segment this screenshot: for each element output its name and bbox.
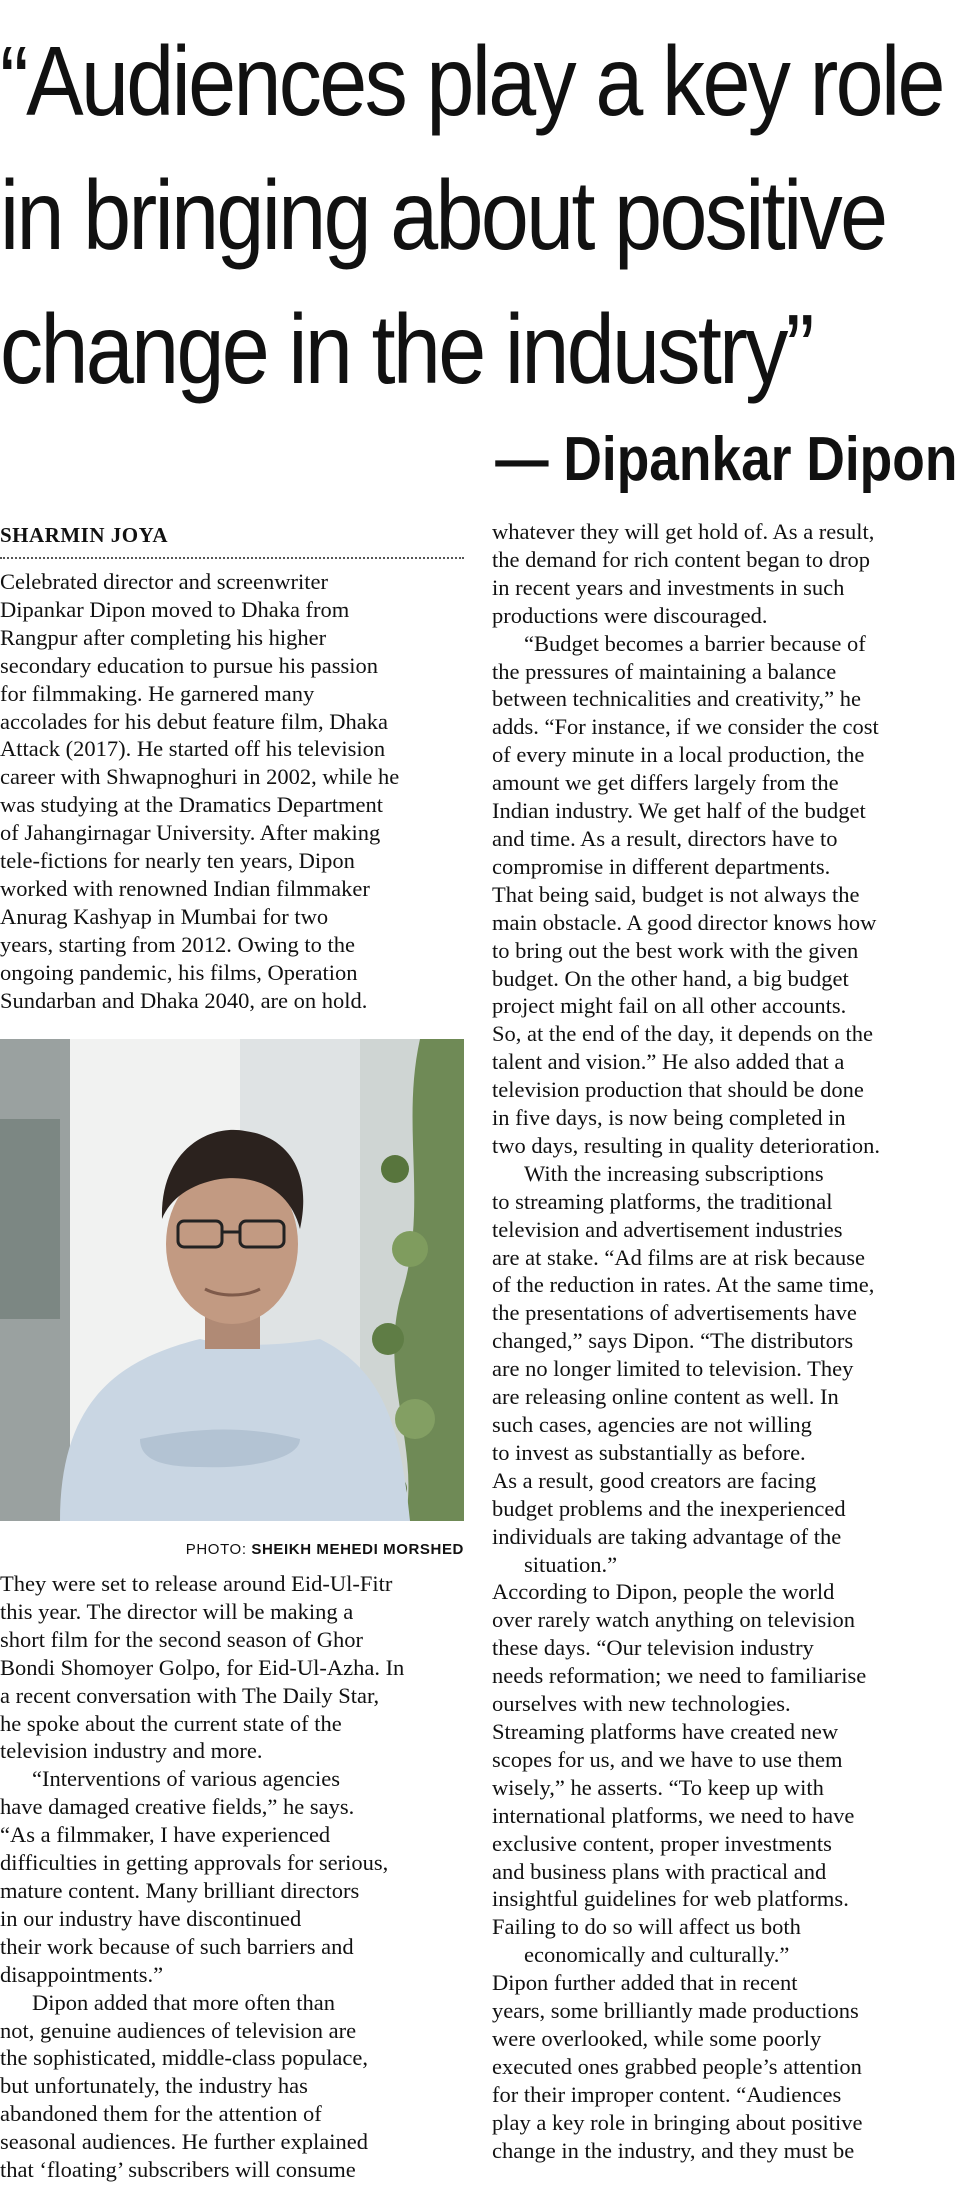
- text-line: Anurag Kashyap in Mumbai for two: [0, 903, 329, 929]
- text-line: two days, resulting in quality deterioration.: [492, 1132, 881, 1158]
- text-line: compromise in different departments.: [492, 853, 831, 879]
- text-line: Dipankar Dipon moved to Dhaka from: [0, 596, 350, 622]
- text-line: and business plans with practical and: [492, 1858, 827, 1884]
- text-line: Dipon added that more often than: [32, 1989, 336, 2015]
- paragraph: [0, 1765, 466, 1988]
- text-line: the presentations of advertisements have: [492, 1300, 857, 1326]
- paragraph: [492, 630, 957, 1160]
- text-line: such cases, agencies are not willing: [492, 1412, 812, 1437]
- text-line: the pressures of maintaining a balance: [492, 658, 837, 684]
- text-line: to bring out the best work with the given: [492, 937, 859, 963]
- text-line: their work because of such barriers and: [0, 1933, 354, 1959]
- text-line: changed,” says Dipon. “The distributors: [492, 1328, 854, 1354]
- text-line: secondary education to pursue his passion: [0, 652, 379, 678]
- text-line: With the increasing subscriptions: [524, 1160, 824, 1186]
- text-line: career with Shwapnoghuri in 2002, while he: [0, 764, 400, 790]
- text-line: talent and vision.” He also added that a: [492, 1049, 845, 1075]
- text-line: in five days, is now being completed in: [492, 1105, 846, 1131]
- text-line: insightful guidelines for web platforms.: [492, 1886, 849, 1912]
- paragraph: [492, 1941, 957, 2164]
- text-line: Streaming platforms have created new: [492, 1718, 839, 1744]
- text-line: the sophisticated, middle-class populace,: [0, 2045, 369, 2071]
- text-line: So, at the end of the day, it depends on the: [492, 1021, 873, 1047]
- text-line: years, some brilliantly made productions: [492, 1998, 859, 2024]
- headline-line: in bringing about positive: [0, 160, 886, 270]
- text-line: Rangpur after completing his higher: [0, 624, 327, 650]
- headline-line: change in the industry”: [0, 294, 812, 404]
- text-line: budget problems and the inexperienced: [492, 1495, 846, 1521]
- text-line: worked with renowned Indian filmmaker: [0, 875, 370, 901]
- text-line: Indian industry. We get half of the budget: [492, 798, 866, 824]
- text-line: amount we get differs largely from the: [492, 770, 839, 796]
- text-line: for filmmaking. He garnered many: [0, 680, 315, 706]
- text-line: needs reformation; we need to familiarise: [492, 1663, 867, 1689]
- article-column-left-top: [0, 568, 466, 1015]
- text-line: but unfortunately, the industry has: [0, 2073, 308, 2099]
- paragraph: [0, 1989, 466, 2184]
- text-line: adds. “For instance, if we consider the cost: [492, 714, 879, 740]
- text-line: were overlooked, while some poorly: [492, 2025, 822, 2051]
- portrait-photo: [0, 1039, 464, 1521]
- text-line: that ‘floating’ subscribers will consume: [0, 2157, 356, 2183]
- text-line: have damaged creative fields,” he says.: [0, 1794, 355, 1820]
- text-line: They were set to release around Eid-Ul-Fitr: [0, 1571, 393, 1596]
- text-line: between technicalities and creativity,” he: [492, 686, 861, 712]
- text-line: of every minute in a local production, the: [492, 742, 865, 768]
- text-line: “As a filmmaker, I have experienced: [0, 1822, 331, 1848]
- caption-prefix: PHOTO:: [185, 1541, 252, 1558]
- article-column-left-bottom: [0, 1570, 466, 2184]
- text-line: he spoke about the current state of the: [0, 1710, 342, 1736]
- text-line: are no longer limited to television. They: [492, 1356, 854, 1382]
- text-line: a recent conversation with The Daily Star,: [0, 1682, 380, 1708]
- text-line: seasonal audiences. He further explained: [0, 2129, 368, 2155]
- text-line: television and advertisement industries: [492, 1216, 843, 1242]
- article-column-right: [492, 518, 957, 2164]
- text-line: individuals are taking advantage of the: [492, 1523, 842, 1549]
- text-line: Sundarban and Dhaka 2040, are on hold.: [0, 987, 368, 1013]
- text-line: in our industry have discontinued: [0, 1905, 302, 1931]
- headline: [0, 14, 943, 416]
- text-line: Bondi Shomoyer Golpo, for Eid-Ul-Azha. In: [0, 1654, 405, 1680]
- text-line: economically and culturally.”: [524, 1942, 790, 1968]
- text-line: main obstacle. A good director knows how: [492, 909, 877, 935]
- text-line: play a key role in bringing about positive: [492, 2109, 863, 2135]
- text-line: of Jahangirnagar University. After making: [0, 820, 381, 846]
- text-line: productions were discouraged.: [492, 602, 768, 628]
- paragraph: [0, 568, 466, 1015]
- text-line: According to Dipon, people the world: [492, 1579, 835, 1605]
- text-line: to invest as substantially as before.: [492, 1439, 806, 1465]
- quote-attribution: — Dipankar Dipon: [494, 425, 957, 494]
- text-line: television production that should be done: [492, 1077, 864, 1103]
- text-line: Celebrated director and screenwriter: [0, 569, 328, 594]
- text-line: executed ones grabbed people’s attention: [492, 2053, 862, 2079]
- text-line: years, starting from 2012. Owing to the: [0, 931, 355, 957]
- text-line: these days. “Our television industry: [492, 1635, 814, 1661]
- text-line: scopes for us, and we have to use them: [492, 1746, 843, 1772]
- text-line: Failing to do so will affect us both: [492, 1914, 801, 1940]
- text-line: the demand for rich content began to drop: [492, 546, 870, 572]
- photo-caption: [0, 1541, 464, 1558]
- text-line: disappointments.”: [0, 1961, 164, 1987]
- byline-divider: [0, 557, 464, 559]
- text-line: television industry and more.: [0, 1738, 263, 1764]
- paragraph: [0, 1570, 466, 1765]
- text-line: ongoing pandemic, his films, Operation: [0, 959, 358, 985]
- text-line: over rarely watch anything on television: [492, 1607, 856, 1633]
- text-line: are releasing online content as well. In: [492, 1384, 839, 1410]
- text-line: Attack (2017). He started off his television: [0, 736, 386, 762]
- paragraph: [492, 1160, 957, 1551]
- author-byline: SHARMIN JOYA: [0, 523, 168, 547]
- text-line: “Budget becomes a barrier because of: [524, 630, 866, 656]
- portrait-illustration: [0, 1039, 464, 1521]
- text-line: abandoned them for the attention of: [0, 2101, 322, 2127]
- text-line: short film for the second season of Ghor: [0, 1626, 364, 1652]
- text-line: budget. On the other hand, a big budget: [492, 965, 849, 991]
- headline-line: “Audiences play a key role: [0, 26, 943, 136]
- text-line: international platforms, we need to have: [492, 1802, 855, 1828]
- text-line: “Interventions of various agencies: [32, 1766, 341, 1792]
- text-line: Dipon further added that in recent: [492, 1970, 798, 1996]
- photo-credit: SHEIKH MEHEDI MORSHED: [251, 1541, 464, 1558]
- text-line: of the reduction in rates. At the same time,: [492, 1272, 875, 1298]
- text-line: not, genuine audiences of television are: [0, 2017, 357, 2043]
- text-line: project might fail on all other accounts.: [492, 993, 847, 1019]
- text-line: are at stake. “Ad films are at risk because: [492, 1244, 865, 1270]
- text-line: was studying at the Dramatics Department: [0, 792, 384, 818]
- text-line: to streaming platforms, the traditional: [492, 1188, 833, 1214]
- text-line: As a result, good creators are facing: [492, 1467, 817, 1493]
- text-line: exclusive content, proper investments: [492, 1830, 832, 1856]
- text-line: ourselves with new technologies.: [492, 1691, 791, 1717]
- text-line: change in the industry, and they must be: [492, 2137, 855, 2163]
- text-line: whatever they will get hold of. As a result,: [492, 519, 875, 544]
- text-line: this year. The director will be making a: [0, 1598, 354, 1624]
- text-line: in recent years and investments in such: [492, 574, 845, 600]
- paragraph: [492, 518, 957, 630]
- text-line: mature content. Many brilliant directors: [0, 1877, 360, 1903]
- text-line: tele-fictions for nearly ten years, Dipon: [0, 848, 355, 874]
- text-line: difficulties in getting approvals for serious,: [0, 1850, 389, 1876]
- text-line: for their improper content. “Audiences: [492, 2081, 842, 2107]
- text-line: accolades for his debut feature film, Dhaka: [0, 708, 388, 734]
- text-line: That being said, budget is not always the: [492, 881, 860, 907]
- text-line: situation.”: [524, 1551, 618, 1577]
- text-line: wisely,” he asserts. “To keep up with: [492, 1774, 824, 1800]
- text-line: and time. As a result, directors have to: [492, 825, 838, 851]
- paragraph: [492, 1551, 957, 1942]
